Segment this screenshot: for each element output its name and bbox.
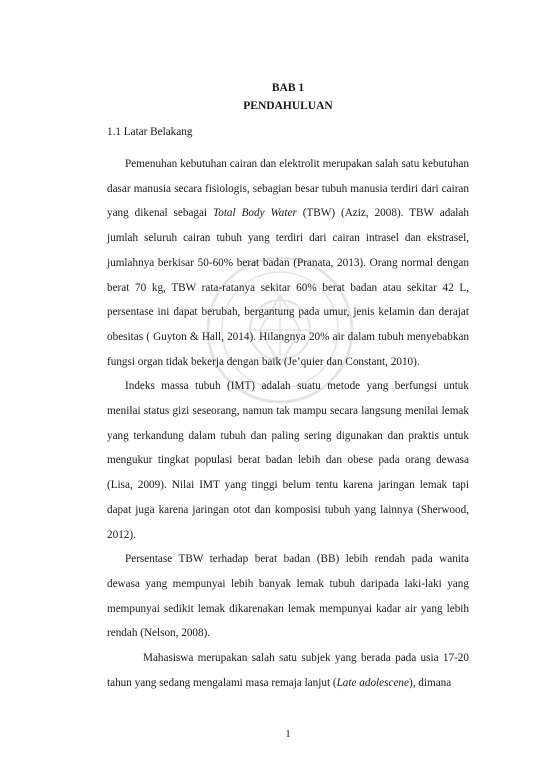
paragraph-1	[107, 152, 469, 374]
paragraph-4-run-1: Mahasiswa merupakan salah satu subjek yang berada pada usia 17-20 tahun yang sedang mengalami masa remaja lanjut (	[107, 652, 469, 689]
paragraph-4-run-2: Late adolescene	[336, 676, 409, 689]
paragraph-3-run-1: Persentase TBW terhadap berat badan (BB) lebih rendah pada wanita dewasa yang mempunyai lebih banyak lemak tubuh daripada laki-laki yang mempunyai sedikit lemak dikarenakan lemak mempunyai kadar air yang lebih rendah (Nelson, 2008).	[107, 553, 469, 640]
page-number: 1	[285, 728, 291, 740]
paragraph-3	[107, 547, 469, 646]
paragraph-4	[107, 646, 469, 695]
paragraph-1-run-3: (TBW) (Aziz, 2008). TBW adalah jumlah seluruh cairan tubuh yang terdiri dari cairan intrasel dan ekstrasel, jumlahnya berkisar 50-60% berat badan (Pranata, 2013). Orang normal dengan berat 70 kg, TBW rata-ratanya sekitar 60% berat badan atau sekitar 42 L, persentase ini dapat berubah, bergantung pada umur, jenis kelamin dan derajat obesitas ( Guyton & Hall, 2014). Hilangnya 20% air dalam tubuh menyebabkan fungsi organ tidak bekerja dengan baik (Je’quier dan Constant, 2010).	[107, 207, 469, 368]
chapter-number: BAB 1	[271, 82, 305, 94]
paragraph-1-run-2: Total Body Water	[213, 207, 297, 220]
paragraph-1-run-1: Pemenuhan kebutuhan cairan dan elektrolit merupakan salah satu kebutuhan dasar manusia secara fisiologis, sebagian besar tubuh manusia terdiri dari cairan yang dikenal sebagai	[107, 158, 469, 220]
paragraph-2-run-1: Indeks massa tubuh (IMT) adalah suatu metode yang berfungsi untuk menilai status gizi seseorang, namun tak mampu secara langsung menilai lemak yang terkandung dalam tubuh dan paling sering digunakan dan praktis untuk mengukur tingkat populasi berat badan lebih dan obese pada orang dewasa (Lisa, 2009). Nilai IMT yang tinggi belum tentu karena jaringan lemak tapi dapat juga karena jaringan otot dan komposisi tubuh yang lainnya (Sherwood, 2012).	[107, 380, 469, 541]
body-text	[107, 152, 469, 695]
paragraph-4-run-3: ), dimana	[408, 676, 452, 689]
paragraph-2	[107, 374, 469, 547]
chapter-title: PENDAHULUAN	[243, 100, 333, 112]
section-heading: 1.1 Latar Belakang	[107, 126, 193, 138]
